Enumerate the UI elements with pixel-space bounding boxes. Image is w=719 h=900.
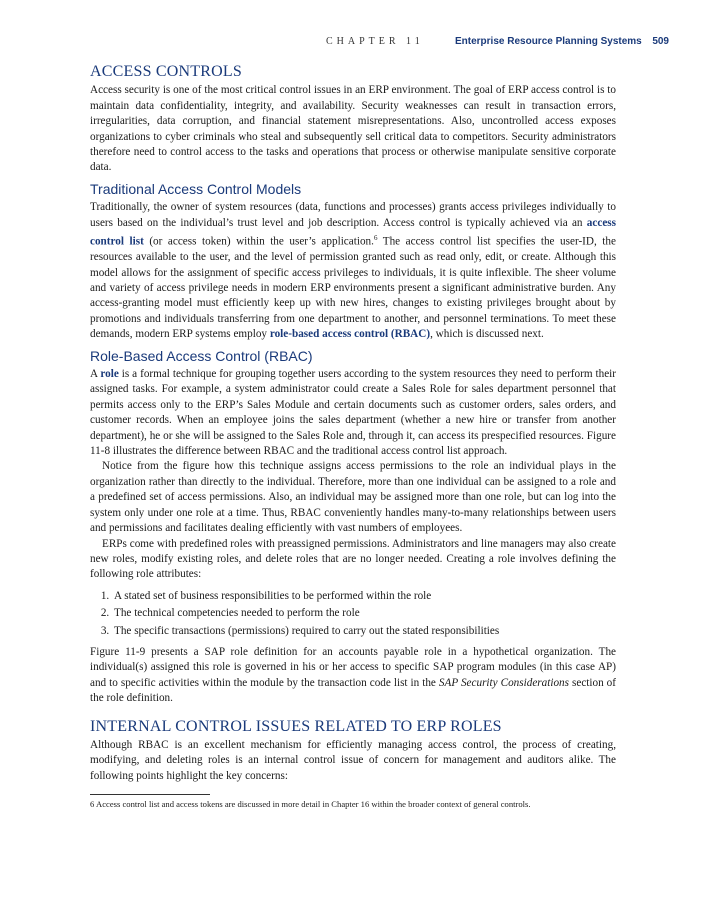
- running-head: [90, 36, 669, 52]
- body-content: [90, 60, 616, 810]
- paragraph-internal-control: Although RBAC is an excellent mechanism for efficiently managing access control, the process of creating, modifying, and deleting roles is an internal control issue of concern for management and auditors alike. The following points highlight the key concerns:: [90, 738, 616, 782]
- footnote-number: 6: [90, 799, 95, 810]
- paragraph-rbac-1: [90, 367, 616, 459]
- term-access-control-list: access control list: [90, 216, 616, 248]
- term-role: role: [100, 368, 119, 381]
- term-rbac: role-based access control (RBAC): [269, 328, 431, 341]
- text-run: is a formal technique for grouping together users according to the system resources they need to perform their assigned tasks. For example, a system administrator could create a Sales Role for sales department personnel that permits access only to the ERP’s Sales Module and certain documents such as customer orders, sales orders, and customer records. When an employee joins the sales department (whether a new hire or transfer from another department), he or she will be assigned to the Sales Role and, through it, can access its prespecified resources. Figure 11-8 illustrates the difference between RBAC and the traditional access control list approach.: [90, 368, 616, 458]
- text-run: A: [90, 368, 101, 381]
- paragraph-traditional: [90, 200, 616, 342]
- text-run: (or access token) within the user’s application.: [143, 235, 374, 248]
- text-run: , which is discussed next.: [430, 328, 544, 341]
- page-number: 509: [652, 36, 669, 47]
- role-attributes-list: [90, 589, 616, 639]
- footnote-ref: 6: [373, 234, 378, 243]
- text-run: section of the role definition.: [90, 676, 617, 705]
- list-item: 1. A stated set of business responsibilities to be performed within the role: [112, 589, 616, 604]
- text-run: Traditionally, the owner of system resources (data, functions and processes) grants access privileges individually to users based on the individual’s trust level and job description. Access control is typically achieved via an: [90, 201, 616, 229]
- list-item: 2. The technical competencies needed to perform the role: [112, 606, 616, 621]
- footnote-divider: [90, 794, 210, 795]
- paragraph-rbac-2: Notice from the figure how this technique assigns access permissions to the role an individual plays in the organization rather than directly to the individual. Therefore, more than one individual can be assigned to a role and a predefined set of access permissions. Also, an individual may be assigned more than one role, but can log into the system only under one role at a time. Thus, RBAC conveniently handles many-to-many relationships between users and permissions and facilitates dealing efficiently with vast numbers of employees.: [90, 460, 616, 535]
- chapter-title: Enterprise Resource Planning Systems: [455, 36, 642, 47]
- paragraph-access-controls: Access security is one of the most critical control issues in an ERP environment. The goal of ERP access control is to maintain data confidentiality, integrity, and availability. Security weaknesses can result in transaction errors, irregularities, data corruption, and financial statement misrepresentations. Also, uncontrolled access exposes organizations to cyber criminals who steal and subsequently sell critical data to competitors. Security administrators therefore need to control access to the tasks and operations that process or otherwise manipulate sensitive corporate data.: [90, 84, 616, 174]
- text-run: Figure 11-9 presents a SAP role definition for an accounts payable role in a hypothetical organization. The individual(s) assigned this role is governed in his or her access to specific SAP program modules (in this case AP) and to specific activities within the module by the transaction code list in the: [90, 645, 616, 689]
- heading-rbac: Role-Based Access Control (RBAC): [90, 347, 313, 364]
- emphasis-sap-security: SAP Security Considerations: [438, 676, 569, 689]
- paragraph-rbac-4: [90, 645, 616, 707]
- footnote: [90, 799, 616, 810]
- chapter-label: CHAPTER 11: [326, 36, 424, 47]
- heading-traditional-models: Traditional Access Control Models: [90, 180, 302, 197]
- text-run: The access control list specifies the user-ID, the resources available to the user, and the level of permission granted such as read only, edit, or create. Although this model allows for the assignment of specific access privileges to individuals, it is quite inflexible. The sheer volume and variety of access privilege needs in modern ERP environments present a significant administrative burden. Any access-granting model must efficiently keep up with new hires, changes to existing privileges brought about by promotions and individuals transferring from one department to another, and personnel terminations. To meet these demands, modern ERP systems employ: [90, 235, 616, 341]
- list-item: 3. The specific transactions (permissions) required to carry out the stated responsibilities: [112, 624, 616, 639]
- heading-access-controls: ACCESS CONTROLS: [90, 63, 242, 80]
- heading-internal-control: INTERNAL CONTROL ISSUES RELATED TO ERP ROLES: [90, 717, 502, 735]
- footnote-text: Access control list and access tokens are discussed in more detail in Chapter 16 within the broader context of general controls.: [95, 799, 531, 810]
- paragraph-rbac-3: ERPs come with predefined roles with preassigned permissions. Administrators and line managers may also create new roles, modify existing roles, and delete roles that are no longer needed. Creating a role involves defining the following role attributes:: [90, 537, 616, 581]
